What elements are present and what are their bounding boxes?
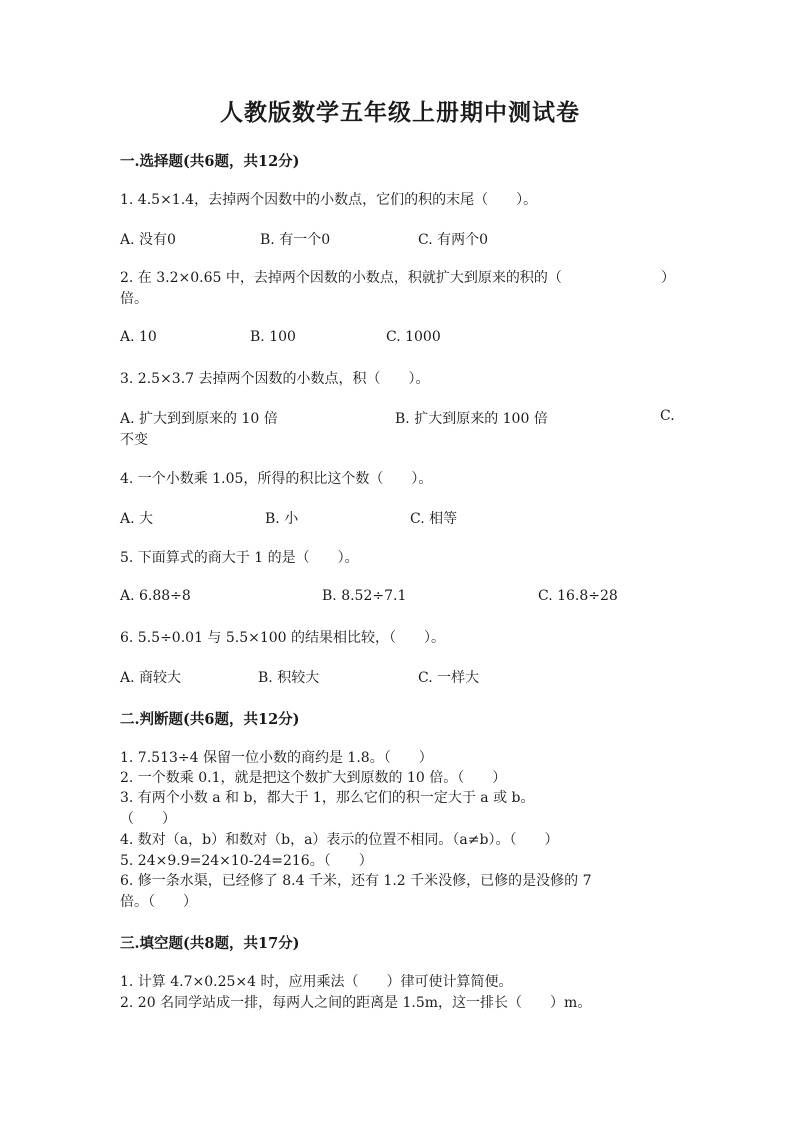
section-heading-fill: 三.填空题(共8题，共17分): [120, 935, 300, 952]
question-stem: 1. 4.5×1.4，去掉两个因数中的小数点，它们的积的末尾（ ）。: [120, 192, 538, 208]
question-stem: 6. 5.5÷0.01 与 5.5×100 的结果相比较，（ ）。: [120, 630, 446, 646]
question-stem: 4. 一个小数乘 1.05，所得的积比这个数（ ）。: [120, 471, 433, 487]
section-heading-choice: 一.选择题(共6题，共12分): [120, 153, 300, 170]
option-a: A. 没有0: [120, 232, 176, 248]
option-c: C. 相等: [410, 511, 458, 527]
option-b: B. 扩大到原来的 100 倍: [395, 411, 548, 427]
question-stem: 3. 2.5×3.7 去掉两个因数的小数点，积（ ）。: [120, 371, 430, 387]
option-c: C.: [660, 408, 675, 424]
fill-line: 1. 计算 4.7×0.25×4 时，应用乘法（ ）律可使计算简便。: [120, 974, 513, 990]
question-stem-line2: 倍。: [120, 291, 148, 307]
option-c: C. 1000: [386, 329, 441, 345]
question-stem-line1-end: ）: [661, 270, 675, 286]
judge-line: （ ）: [120, 811, 176, 827]
option-a: A. 大: [120, 511, 154, 527]
option-c: C. 有两个0: [418, 232, 489, 248]
option-b: B. 100: [250, 329, 296, 345]
page-title: 人教版数学五年级上册期中测试卷: [220, 99, 580, 126]
option-c: C. 一样大: [418, 670, 480, 686]
option-a: A. 扩大到到原来的 10 倍: [120, 411, 278, 427]
judge-line: 2. 一个数乘 0.1，就是把这个数扩大到原数的 10 倍。（ ）: [120, 770, 507, 786]
option-b: B. 积较大: [258, 670, 320, 686]
judge-line: 倍。（ ）: [120, 894, 197, 910]
fill-line: 2. 20 名同学站成一排，每两人之间的距离是 1.5m，这一排长（ ）m。: [120, 995, 592, 1011]
judge-line: 4. 数对（a，b）和数对（b，a）表示的位置不相同。（a≠b）。（ ）: [120, 832, 559, 848]
judge-line: 6. 修一条水渠，已经修了 8.4 千米，还有 1.2 千米没修，已修的是没修的 7: [120, 873, 592, 889]
option-b: B. 8.52÷7.1: [322, 588, 407, 604]
judge-line: 3. 有两个小数 a 和 b，都大于 1，那么它们的积一定大于 a 或 b。: [120, 790, 535, 806]
option-c: C. 16.8÷28: [538, 588, 618, 604]
section-heading-judge: 二.判断题(共6题，共12分): [120, 711, 300, 728]
option-b: B. 小: [265, 511, 299, 527]
option-b: B. 有一个0: [260, 232, 331, 248]
option-a: A. 6.88÷8: [120, 588, 191, 604]
option-a: A. 商较大: [120, 670, 182, 686]
question-stem-line1: 2. 在 3.2×0.65 中，去掉两个因数的小数点，积就扩大到原来的积的（: [120, 270, 562, 286]
judge-line: 1. 7.513÷4 保留一位小数的商约是 1.8。（ ）: [120, 750, 433, 766]
option-c-wrap: 不变: [120, 432, 148, 448]
question-stem: 5. 下面算式的商大于 1 的是（ ）。: [120, 550, 359, 566]
option-a: A. 10: [120, 329, 157, 345]
question-stem-wrapped: [120, 268, 675, 310]
judge-line: 5. 24×9.9=24×10-24=216。（ ）: [120, 853, 373, 869]
